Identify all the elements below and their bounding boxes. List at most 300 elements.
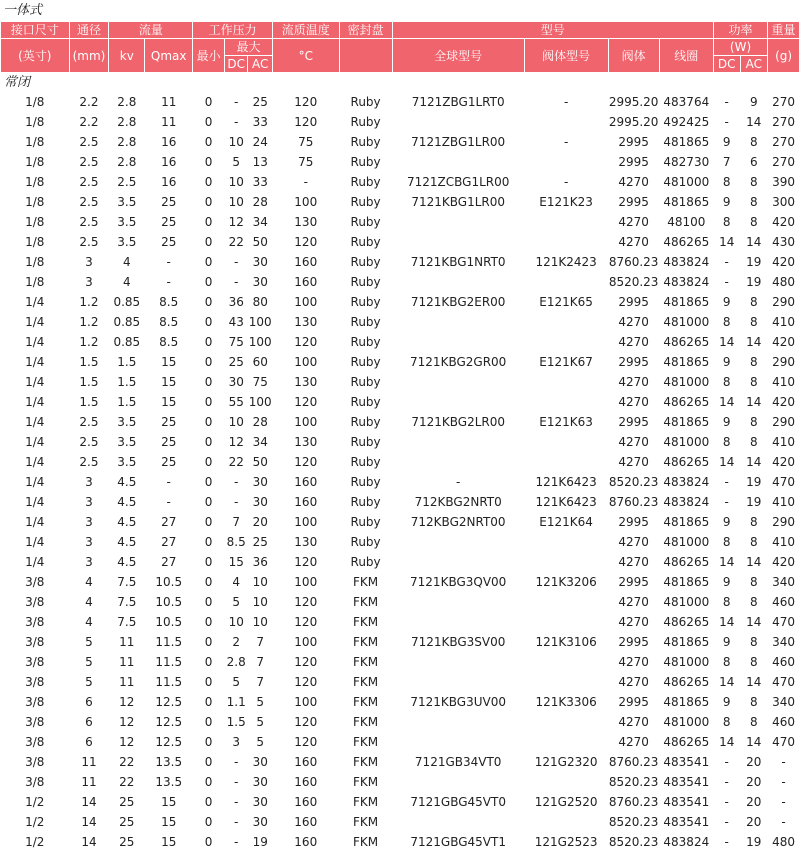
cell-pressure-min: 0	[204, 275, 213, 289]
header-coil: 线圈	[660, 39, 713, 72]
cell-fluid-temp: 120	[294, 595, 318, 609]
cell-weight: 290	[772, 515, 796, 529]
cell-pressure-max-dc: 15	[228, 555, 244, 569]
cell-kv: 0.85	[113, 335, 141, 349]
cell-valve-body-model: E121K63	[539, 415, 593, 429]
cell-orifice: 1.5	[79, 375, 99, 389]
cell-seal: Ruby	[350, 235, 381, 249]
cell-port-size: 1/8	[25, 255, 45, 269]
cell-weight: 460	[772, 655, 796, 669]
cell-global-model	[393, 393, 524, 412]
cell-pressure-max-dc: 25	[228, 355, 244, 369]
cell-kv: 25	[119, 815, 135, 829]
cell-orifice: 6	[85, 735, 93, 749]
cell-orifice: 2.5	[79, 235, 99, 249]
cell-pressure-max-dc: 55	[228, 395, 244, 409]
table-row	[1, 133, 799, 152]
cell-coil: 481865	[663, 135, 710, 149]
cell-global-model	[393, 613, 524, 632]
cell-kv: 25	[119, 835, 135, 849]
cell-valve-body: 4270	[618, 435, 649, 449]
cell-kv: 0.85	[113, 295, 141, 309]
cell-weight: 300	[772, 195, 796, 209]
cell-pressure-min: 0	[204, 775, 213, 789]
cell-pressure-max-dc: -	[234, 275, 239, 289]
cell-port-size: 3/8	[25, 575, 45, 589]
cell-power-dc: 14	[719, 455, 735, 469]
cell-valve-body: 8760.23	[608, 495, 659, 509]
cell-coil: 482730	[663, 155, 710, 169]
cell-valve-body: 8520.23	[608, 475, 659, 489]
cell-pressure-min: 0	[204, 715, 213, 729]
cell-pressure-max-dc: 5	[232, 595, 241, 609]
table-row	[1, 773, 799, 792]
cell-qmax: 15	[161, 355, 177, 369]
cell-power-dc: 9	[722, 515, 731, 529]
cell-coil: 483541	[663, 755, 710, 769]
cell-coil: 481000	[663, 175, 710, 189]
cell-orifice: 6	[85, 695, 93, 709]
cell-coil: 481000	[663, 715, 710, 729]
table-row	[1, 433, 799, 452]
cell-global-model: 7121KBG2LR00	[411, 415, 505, 429]
cell-valve-body: 4270	[618, 675, 649, 689]
cell-pressure-max-dc: 10	[228, 175, 244, 189]
cell-seal: FKM	[353, 655, 379, 669]
cell-valve-body-model	[525, 433, 608, 452]
cell-global-model: 7121KBG3SV00	[410, 635, 506, 649]
cell-qmax: 25	[161, 215, 177, 229]
cell-pressure-max-ac: 5	[256, 715, 265, 729]
cell-weight: -	[781, 755, 786, 769]
cell-kv: 4.5	[117, 475, 137, 489]
cell-power-dc: 8	[722, 375, 731, 389]
cell-power-ac: 8	[749, 315, 758, 329]
cell-kv: 11	[119, 635, 135, 649]
cell-pressure-min: 0	[204, 155, 213, 169]
cell-kv: 1.5	[117, 375, 137, 389]
cell-pressure-max-dc: -	[234, 755, 239, 769]
cell-pressure-max-ac: 13	[252, 155, 268, 169]
cell-fluid-temp: 120	[294, 235, 318, 249]
cell-port-size: 3/8	[25, 755, 45, 769]
cell-seal: FKM	[353, 675, 379, 689]
cell-valve-body-model: 121G2520	[534, 795, 598, 809]
cell-kv: 1.5	[117, 355, 137, 369]
header-valve-body-model: 阀体型号	[525, 39, 608, 72]
cell-power-ac: 6	[749, 155, 758, 169]
cell-fluid-temp: 130	[294, 215, 318, 229]
cell-qmax: 11.5	[155, 655, 183, 669]
cell-coil: 486265	[663, 555, 710, 569]
cell-fluid-temp: 160	[294, 815, 318, 829]
cell-pressure-min: 0	[204, 555, 213, 569]
cell-valve-body-model	[525, 593, 608, 612]
cell-valve-body: 4270	[618, 315, 649, 329]
cell-power-ac: 8	[749, 375, 758, 389]
cell-weight: 420	[772, 555, 796, 569]
cell-seal: Ruby	[350, 95, 381, 109]
cell-global-model: 7121GBG45VT1	[410, 835, 506, 849]
cell-kv: 7.5	[117, 615, 137, 629]
cell-kv: 2.8	[117, 135, 137, 149]
cell-valve-body-model	[525, 393, 608, 412]
cell-valve-body-model	[525, 813, 608, 832]
cell-port-size: 1/2	[25, 815, 45, 829]
cell-fluid-temp: 100	[294, 635, 318, 649]
cell-pressure-max-ac: 34	[252, 215, 268, 229]
cell-valve-body: 2995.20	[608, 95, 659, 109]
cell-valve-body-model: -	[563, 175, 569, 189]
cell-power-ac: 14	[746, 395, 762, 409]
cell-valve-body-model	[525, 153, 608, 172]
cell-power-ac: 20	[746, 815, 762, 829]
cell-global-model	[393, 553, 524, 572]
cell-pressure-min: 0	[204, 215, 213, 229]
cell-qmax: 16	[161, 175, 177, 189]
cell-global-model	[393, 213, 524, 232]
cell-orifice: 14	[81, 815, 97, 829]
cell-weight: -	[781, 795, 786, 809]
cell-kv: 12	[119, 695, 135, 709]
table-body	[1, 73, 799, 852]
cell-valve-body: 4270	[618, 215, 649, 229]
cell-global-model: 7121GBG45VT0	[410, 795, 506, 809]
cell-pressure-max-dc: 22	[228, 455, 244, 469]
cell-qmax: 15	[161, 795, 177, 809]
cell-orifice: 1.2	[79, 335, 99, 349]
cell-valve-body: 2995	[618, 575, 649, 589]
table-row	[1, 353, 799, 372]
cell-power-ac: 14	[746, 335, 762, 349]
cell-seal: FKM	[353, 575, 379, 589]
cell-global-model: 7121KBG3UV00	[410, 695, 506, 709]
cell-orifice: 4	[85, 615, 93, 629]
cell-kv: 2.8	[117, 155, 137, 169]
cell-qmax: 16	[161, 155, 177, 169]
header-pressure-max: 最大	[225, 39, 272, 55]
cell-kv: 4.5	[117, 515, 137, 529]
cell-qmax: -	[166, 495, 171, 509]
cell-qmax: 25	[161, 455, 177, 469]
cell-orifice: 3	[85, 555, 93, 569]
header-pressure-min: 最小	[193, 39, 224, 72]
cell-valve-body: 2995	[618, 415, 649, 429]
cell-seal: Ruby	[350, 475, 381, 489]
cell-coil: 48100	[667, 215, 706, 229]
cell-weight: -	[781, 815, 786, 829]
cell-coil: 486265	[663, 335, 710, 349]
cell-seal: Ruby	[350, 415, 381, 429]
cell-valve-body-model: 121G2320	[534, 755, 598, 769]
cell-valve-body-model	[525, 453, 608, 472]
cell-power-dc: 8	[722, 215, 731, 229]
cell-port-size: 1/4	[25, 555, 45, 569]
cell-global-model	[393, 673, 524, 692]
cell-seal: Ruby	[350, 215, 381, 229]
section-label: 常闭	[4, 75, 31, 90]
cell-power-dc: -	[724, 95, 729, 109]
cell-orifice: 14	[81, 835, 97, 849]
table-row	[1, 293, 799, 312]
cell-power-dc: 14	[719, 615, 735, 629]
cell-coil: 481000	[663, 595, 710, 609]
cell-power-dc: 14	[719, 335, 735, 349]
cell-valve-body-model: -	[563, 135, 569, 149]
table-row	[1, 453, 799, 472]
table-header	[1, 22, 799, 72]
cell-kv: 4.5	[117, 495, 137, 509]
cell-valve-body: 4270	[618, 655, 649, 669]
cell-qmax: 27	[161, 515, 177, 529]
cell-pressure-min: 0	[204, 375, 213, 389]
cell-qmax: 27	[161, 555, 177, 569]
cell-global-model: 7121KBG1LR00	[411, 195, 505, 209]
cell-pressure-max-ac: 33	[252, 115, 268, 129]
cell-power-ac: 19	[746, 495, 762, 509]
cell-valve-body: 2995	[618, 635, 649, 649]
cell-pressure-max-dc: 10	[228, 615, 244, 629]
cell-seal: FKM	[353, 715, 379, 729]
cell-weight: -	[781, 775, 786, 789]
cell-pressure-max-ac: 75	[252, 375, 268, 389]
cell-weight: 420	[772, 395, 796, 409]
cell-weight: 470	[772, 675, 796, 689]
cell-qmax: 15	[161, 815, 177, 829]
cell-valve-body: 4270	[618, 235, 649, 249]
cell-pressure-max-ac: 30	[252, 475, 268, 489]
header-power: 功率	[714, 22, 767, 38]
cell-qmax: 10.5	[155, 595, 183, 609]
cell-weight: 480	[772, 835, 796, 849]
table-row	[1, 193, 799, 212]
cell-pressure-min: 0	[204, 795, 213, 809]
header-power-dc: DC	[714, 56, 740, 72]
cell-power-ac: 8	[749, 175, 758, 189]
cell-qmax: -	[166, 255, 171, 269]
cell-power-dc: -	[724, 475, 729, 489]
table-row	[1, 833, 799, 852]
cell-orifice: 2.5	[79, 175, 99, 189]
cell-pressure-max-ac: 100	[248, 395, 272, 409]
cell-pressure-min: 0	[204, 135, 213, 149]
cell-port-size: 1/4	[25, 315, 45, 329]
cell-kv: 3.5	[117, 455, 137, 469]
cell-pressure-min: 0	[204, 615, 213, 629]
cell-power-ac: 14	[746, 615, 762, 629]
header-fluid-temp: 流质温度	[273, 22, 338, 38]
cell-valve-body: 4270	[618, 555, 649, 569]
cell-coil: 481865	[663, 695, 710, 709]
cell-coil: 481865	[663, 355, 710, 369]
cell-pressure-max-dc: 12	[228, 215, 244, 229]
cell-valve-body: 2995	[618, 295, 649, 309]
header-global-model: 全球型号	[393, 39, 524, 72]
cell-pressure-max-dc: 3	[232, 735, 241, 749]
cell-pressure-max-dc: 12	[228, 435, 244, 449]
page-title: 一体式	[3, 3, 43, 18]
cell-weight: 470	[772, 615, 796, 629]
cell-seal: FKM	[353, 615, 379, 629]
cell-qmax: 27	[161, 535, 177, 549]
cell-valve-body: 8760.23	[608, 255, 659, 269]
cell-fluid-temp: 100	[294, 695, 318, 709]
cell-pressure-max-ac: 7	[256, 675, 265, 689]
cell-weight: 270	[772, 135, 796, 149]
cell-valve-body: 8520.23	[608, 835, 659, 849]
cell-seal: Ruby	[350, 275, 381, 289]
cell-pressure-max-dc: 2	[232, 635, 241, 649]
cell-valve-body-model: E121K64	[539, 515, 593, 529]
cell-weight: 390	[772, 175, 796, 189]
cell-orifice: 3	[85, 275, 93, 289]
cell-orifice: 14	[81, 795, 97, 809]
cell-power-dc: -	[724, 755, 729, 769]
section-row	[1, 73, 799, 92]
cell-global-model: -	[456, 475, 461, 489]
cell-valve-body: 8760.23	[608, 795, 659, 809]
cell-port-size: 1/4	[25, 435, 45, 449]
cell-power-ac: 8	[749, 415, 758, 429]
cell-seal: Ruby	[350, 295, 381, 309]
cell-pressure-max-dc: 5	[232, 675, 241, 689]
cell-pressure-min: 0	[204, 455, 213, 469]
cell-weight: 340	[772, 695, 796, 709]
cell-weight: 410	[772, 535, 796, 549]
cell-weight: 270	[772, 115, 796, 129]
cell-weight: 420	[772, 455, 796, 469]
cell-pressure-min: 0	[204, 395, 213, 409]
cell-coil: 483824	[663, 255, 710, 269]
cell-power-ac: 8	[749, 435, 758, 449]
cell-pressure-max-ac: 28	[252, 195, 268, 209]
cell-power-dc: 8	[722, 175, 731, 189]
cell-pressure-max-dc: -	[234, 95, 239, 109]
cell-pressure-max-ac: 19	[252, 835, 268, 849]
cell-pressure-max-ac: 5	[256, 695, 265, 709]
cell-power-dc: 8	[722, 715, 731, 729]
cell-coil: 483824	[663, 275, 710, 289]
cell-pressure-min: 0	[204, 355, 213, 369]
cell-port-size: 3/8	[25, 735, 45, 749]
cell-fluid-temp: 130	[294, 535, 318, 549]
cell-fluid-temp: 160	[294, 475, 318, 489]
cell-pressure-max-ac: 30	[252, 755, 268, 769]
cell-weight: 290	[772, 295, 796, 309]
cell-port-size: 1/8	[25, 155, 45, 169]
cell-kv: 3.5	[117, 435, 137, 449]
cell-seal: FKM	[353, 635, 379, 649]
cell-kv: 0.85	[113, 315, 141, 329]
cell-port-size: 1/8	[25, 275, 45, 289]
cell-global-model	[393, 713, 524, 732]
cell-valve-body: 4270	[618, 595, 649, 609]
cell-global-model: 712KBG2NRT0	[414, 495, 502, 509]
cell-pressure-max-ac: 30	[252, 775, 268, 789]
cell-pressure-max-ac: 100	[248, 335, 272, 349]
cell-pressure-max-ac: 30	[252, 275, 268, 289]
cell-global-model: 7121KBG1NRT0	[410, 255, 506, 269]
cell-power-ac: 20	[746, 755, 762, 769]
cell-seal: Ruby	[350, 435, 381, 449]
cell-pressure-min: 0	[204, 175, 213, 189]
cell-seal: Ruby	[350, 515, 381, 529]
cell-port-size: 1/4	[25, 295, 45, 309]
cell-kv: 25	[119, 795, 135, 809]
cell-port-size: 1/8	[25, 135, 45, 149]
cell-power-dc: 9	[722, 355, 731, 369]
cell-seal: Ruby	[350, 495, 381, 509]
cell-weight: 420	[772, 215, 796, 229]
cell-pressure-min: 0	[204, 575, 213, 589]
cell-pressure-max-ac: 7	[256, 635, 265, 649]
cell-power-ac: 8	[749, 535, 758, 549]
cell-coil: 486265	[663, 615, 710, 629]
cell-seal: Ruby	[350, 375, 381, 389]
cell-qmax: 15	[161, 395, 177, 409]
cell-qmax: 12.5	[155, 735, 183, 749]
cell-global-model	[393, 433, 524, 452]
cell-orifice: 2.5	[79, 415, 99, 429]
cell-pressure-max-dc: -	[234, 115, 239, 129]
cell-valve-body: 2995.20	[608, 115, 659, 129]
header-seal: 密封盘	[340, 22, 392, 38]
cell-valve-body-model: E121K65	[539, 295, 593, 309]
cell-kv: 12	[119, 715, 135, 729]
cell-qmax: 25	[161, 415, 177, 429]
cell-valve-body-model	[525, 333, 608, 352]
cell-valve-body: 4270	[618, 615, 649, 629]
cell-kv: 2.8	[117, 115, 137, 129]
cell-pressure-min: 0	[204, 335, 213, 349]
cell-global-model	[393, 813, 524, 832]
cell-pressure-max-ac: 10	[252, 615, 268, 629]
cell-power-dc: -	[724, 115, 729, 129]
cell-port-size: 1/8	[25, 195, 45, 209]
cell-pressure-max-ac: 10	[252, 575, 268, 589]
cell-pressure-max-dc: -	[234, 255, 239, 269]
cell-coil: 483541	[663, 795, 710, 809]
cell-power-dc: 7	[722, 155, 731, 169]
cell-fluid-temp: 120	[294, 735, 318, 749]
cell-port-size: 3/8	[25, 775, 45, 789]
cell-power-dc: 9	[722, 135, 731, 149]
cell-port-size: 1/4	[25, 475, 45, 489]
cell-valve-body-model	[525, 113, 608, 132]
cell-port-size: 1/4	[25, 535, 45, 549]
cell-pressure-min: 0	[204, 255, 213, 269]
cell-kv: 22	[119, 755, 135, 769]
cell-qmax: 12.5	[155, 695, 183, 709]
cell-fluid-temp: 130	[294, 315, 318, 329]
table-row	[1, 393, 799, 412]
cell-port-size: 1/4	[25, 495, 45, 509]
cell-power-dc: 14	[719, 235, 735, 249]
header-power-ac: AC	[741, 56, 768, 72]
cell-power-ac: 20	[746, 775, 762, 789]
table-row	[1, 333, 799, 352]
cell-pressure-max-dc: -	[234, 835, 239, 849]
cell-pressure-max-dc: 22	[228, 235, 244, 249]
cell-power-dc: 8	[722, 655, 731, 669]
cell-global-model: 7121ZBG1LRT0	[411, 95, 505, 109]
cell-port-size: 3/8	[25, 715, 45, 729]
cell-seal: FKM	[353, 835, 379, 849]
cell-coil: 481000	[663, 375, 710, 389]
cell-power-ac: 14	[746, 455, 762, 469]
cell-valve-body-model	[525, 373, 608, 392]
cell-power-ac: 19	[746, 835, 762, 849]
